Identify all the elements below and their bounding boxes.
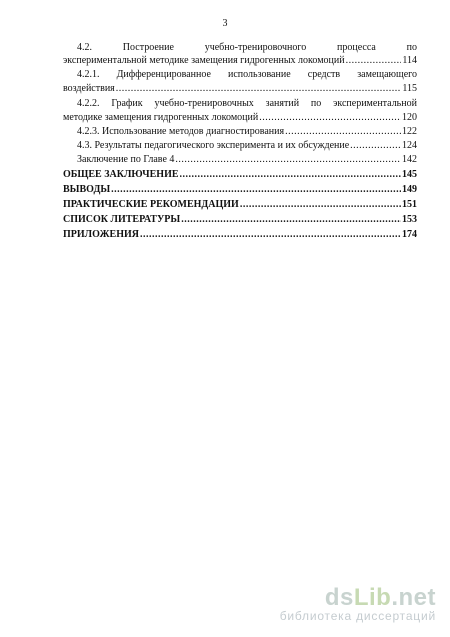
- toc-word: учебно-тренировочного: [204, 42, 307, 53]
- toc-entry-text: 4.2.3. Использование методов диагностирования: [77, 126, 285, 137]
- toc-entry-text: СПИСОК ЛИТЕРАТУРЫ: [63, 214, 181, 225]
- toc-word: экспериментальной: [333, 98, 417, 109]
- leader-dots: [285, 126, 401, 138]
- leader-dots: [240, 199, 401, 211]
- watermark-logo: [280, 584, 436, 612]
- toc-entry-chapter4-conclusion: [63, 154, 417, 167]
- toc-entry-4-2-2-line1: [63, 98, 417, 111]
- leader-dots: [111, 184, 401, 196]
- watermark-logo-ds: ds: [324, 584, 354, 611]
- toc-word: Построение: [122, 42, 174, 53]
- toc-entry-text: ОБЩЕЕ ЗАКЛЮЧЕНИЕ: [63, 169, 179, 180]
- toc-word: процесса: [337, 42, 376, 53]
- toc-word: График: [111, 98, 143, 109]
- toc-page-number: 145: [402, 169, 417, 180]
- watermark-subtitle: библиотека диссертаций: [279, 609, 436, 623]
- toc-page-number: 151: [402, 199, 417, 210]
- toc-page-number: 115: [402, 83, 417, 94]
- toc-word: занятий: [265, 98, 300, 109]
- toc-entry-text: Заключение по Главе 4: [77, 154, 175, 165]
- toc-entry-practical-recommendations: [63, 199, 417, 212]
- toc-entry-text: методике замещения гидрогенных локомоций: [63, 112, 259, 123]
- toc-entry-general-conclusion: [63, 169, 417, 182]
- toc-entry-4-3: [63, 140, 417, 153]
- leader-dots: [346, 55, 402, 67]
- toc-page-number: 120: [402, 112, 417, 123]
- toc-page-number: 174: [402, 229, 417, 240]
- toc-word: средств: [307, 69, 341, 80]
- toc-word: по: [310, 98, 322, 109]
- toc-page-number: 142: [402, 154, 417, 165]
- page-number: 3: [222, 18, 228, 29]
- toc-entry-text: воздействия: [63, 83, 115, 94]
- leader-dots: [116, 83, 402, 95]
- toc-word: 4.2.1.: [77, 69, 100, 80]
- toc-entry-4-2-3: [63, 126, 417, 139]
- toc-word: использование: [228, 69, 291, 80]
- toc-entry-appendices: [63, 229, 417, 242]
- toc-page-number: 153: [402, 214, 417, 225]
- toc-entry-text: ВЫВОДЫ: [63, 184, 111, 195]
- toc-entry-references: [63, 214, 417, 227]
- toc-entry-4-2-1-line1: [63, 69, 417, 82]
- toc-word: учебно-тренировочных: [154, 98, 254, 109]
- watermark-logo-lib: Lib: [353, 584, 392, 611]
- toc-page-number: 114: [402, 55, 417, 66]
- toc-entry-text: ПРИЛОЖЕНИЯ: [63, 229, 139, 240]
- toc-entry-4-2-line2: [63, 55, 417, 68]
- toc-page-number: 124: [402, 140, 417, 151]
- watermark: [280, 584, 436, 623]
- toc-entry-4-2-1-line2: [63, 83, 417, 96]
- leader-dots: [140, 229, 401, 241]
- toc-word: по: [406, 42, 417, 53]
- toc-entry-text: экспериментальной методике замещения гидрогенных локомоций: [63, 55, 345, 66]
- watermark-logo-net: .net: [391, 584, 436, 611]
- toc-word: 4.2.: [77, 42, 92, 53]
- toc-page-number: 149: [402, 184, 417, 195]
- toc-entry-text: ПРАКТИЧЕСКИЕ РЕКОМЕНДАЦИИ: [63, 199, 239, 210]
- toc-page-number: 122: [402, 126, 417, 137]
- leader-dots: [180, 169, 401, 181]
- leader-dots: [175, 154, 401, 166]
- leader-dots: [350, 140, 401, 152]
- toc-word: Дифференцированное: [116, 69, 211, 80]
- toc-word: 4.2.2.: [77, 98, 100, 109]
- toc-entry-4-2-2-line2: [63, 112, 417, 125]
- toc-word: замещающего: [357, 69, 417, 80]
- toc-entry-findings: [63, 184, 417, 197]
- leader-dots: [259, 112, 401, 124]
- toc-entry-4-2-line1: [63, 42, 417, 55]
- leader-dots: [181, 214, 401, 226]
- toc-entry-text: 4.3. Результаты педагогического эксперимента и их обсуждение: [77, 140, 350, 151]
